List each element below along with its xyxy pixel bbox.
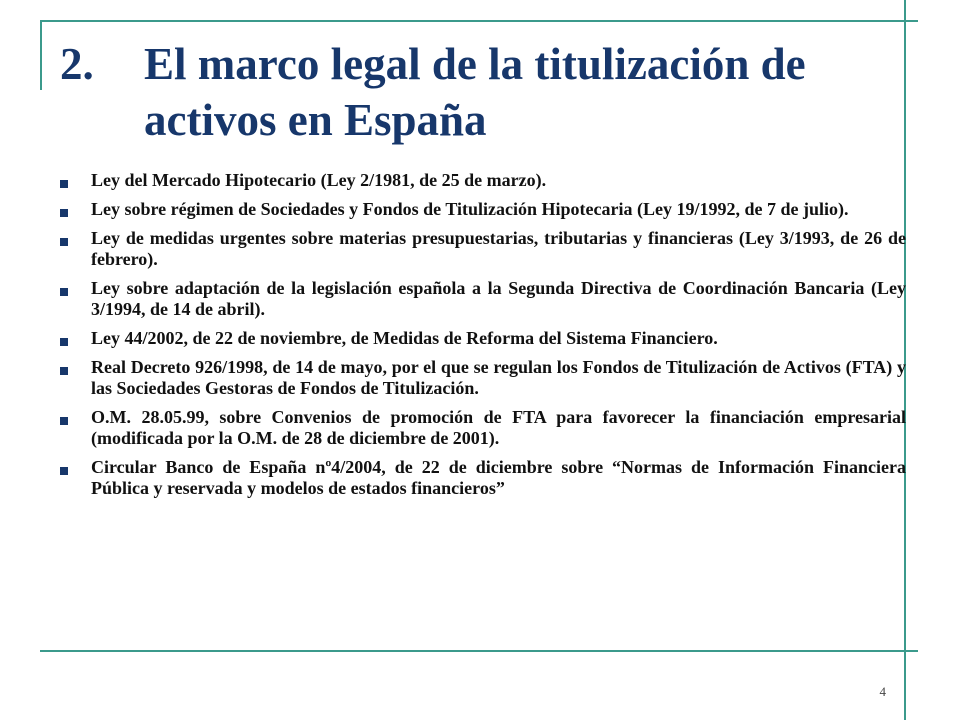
bullet-item (60, 278, 906, 320)
square-bullet-icon (60, 288, 68, 296)
square-bullet-icon (60, 367, 68, 375)
bullet-item (60, 328, 906, 349)
bottom-divider-line (40, 650, 918, 652)
bullet-item (60, 357, 906, 399)
square-bullet-icon (60, 238, 68, 246)
slide-title-number: 2. (60, 39, 94, 89)
bullet-item (60, 407, 906, 449)
bullet-text: Real Decreto 926/1998, de 14 de mayo, por el que se regulan los Fondos de Titulización de Activos (FTA) y las Sociedades Gestoras de Fondos de Titulización. (91, 357, 906, 398)
square-bullet-icon (60, 209, 68, 217)
bullet-item (60, 199, 906, 220)
bullet-text: O.M. 28.05.99, sobre Convenios de promoción de FTA para favorecer la financiación empresarial (modificada por la O.M. de 28 de diciembre de 2001). (91, 407, 906, 448)
square-bullet-icon (60, 417, 68, 425)
bullet-text: Ley de medidas urgentes sobre materias presupuestarias, tributarias y financieras (Ley 3/1993, de 26 de febrero). (91, 228, 906, 269)
left-accent-line (40, 20, 42, 90)
top-divider-line (40, 20, 918, 22)
bullet-list (60, 170, 906, 507)
slide-title-text: El marco legal de la titulización de activos en España (144, 39, 806, 145)
square-bullet-icon (60, 180, 68, 188)
slide-title (60, 36, 880, 148)
bullet-text: Ley sobre régimen de Sociedades y Fondos de Titulización Hipotecaria (Ley 19/1992, de 7 de julio). (91, 199, 849, 219)
bullet-item (60, 228, 906, 270)
square-bullet-icon (60, 467, 68, 475)
square-bullet-icon (60, 338, 68, 346)
bullet-text: Circular Banco de España nº4/2004, de 22 de diciembre sobre “Normas de Información Financiera Pública y reservada y modelos de estados financieros” (91, 457, 906, 498)
bullet-text: Ley sobre adaptación de la legislación española a la Segunda Directiva de Coordinación Bancaria (Ley 3/1994, de 14 de abril). (91, 278, 906, 319)
bullet-item (60, 457, 906, 499)
bullet-text: Ley 44/2002, de 22 de noviembre, de Medidas de Reforma del Sistema Financiero. (91, 328, 718, 348)
bullet-item (60, 170, 906, 191)
page-number: 4 (879, 684, 886, 699)
bullet-text: Ley del Mercado Hipotecario (Ley 2/1981, de 25 de marzo). (91, 170, 547, 190)
